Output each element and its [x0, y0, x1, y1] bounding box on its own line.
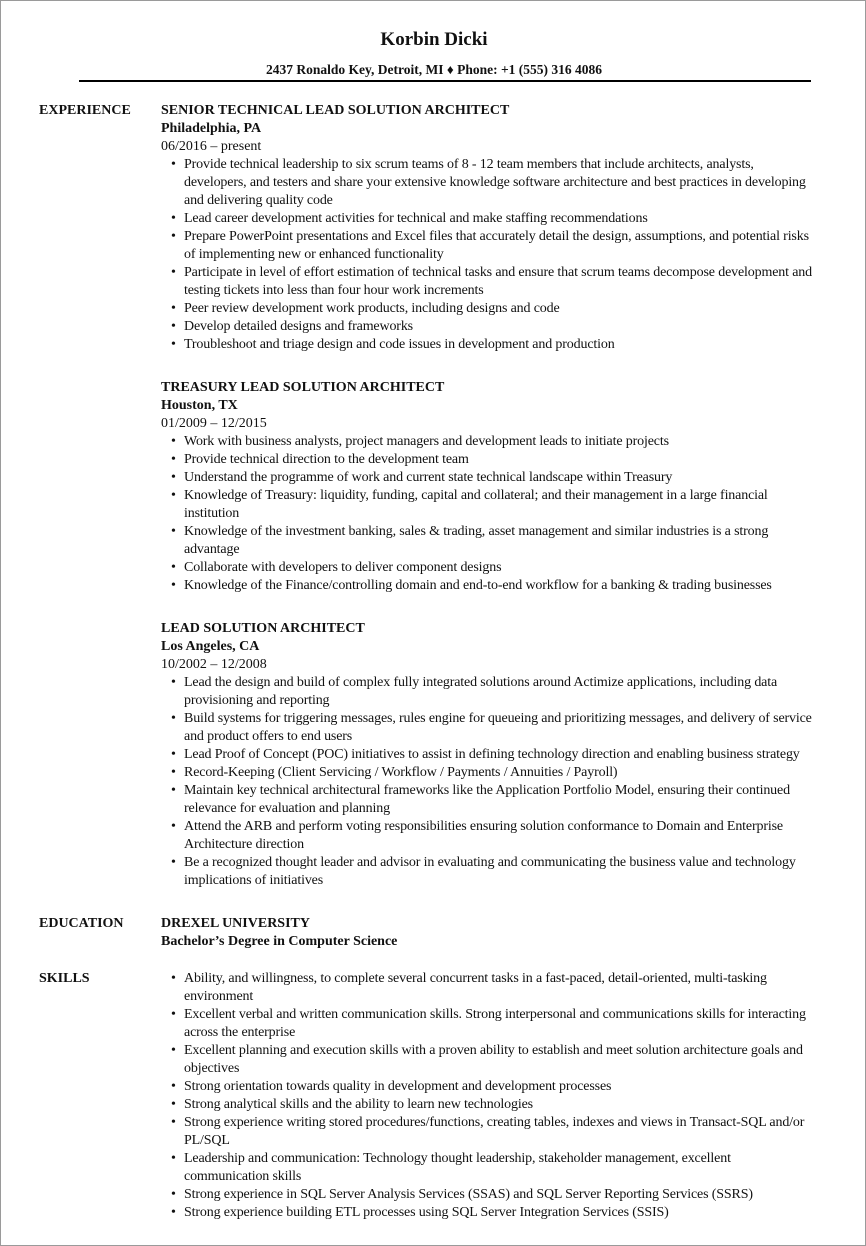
experience-section — [39, 102, 819, 915]
list-item: • Maintain key technical architectural frameworks like the Application Portfolio Model, ensuring their continued relevance for evaluation and planning — [184, 782, 819, 818]
job-entry — [161, 379, 819, 595]
list-item: • Lead career development activities for technical and make staffing recommendations — [184, 210, 819, 228]
job-dates: 01/2009 – 12/2015 — [161, 416, 267, 431]
candidate-name: Korbin Dicki — [380, 29, 488, 50]
list-item: • Troubleshoot and triage design and code issues in development and production — [184, 336, 819, 354]
list-item: • Knowledge of Treasury: liquidity, funding, capital and collateral; and their management in a large financial institution — [184, 487, 819, 523]
list-item: • Leadership and communication: Technology thought leadership, stakeholder management, excellent communication skills — [184, 1150, 819, 1186]
job-location: Philadelphia, PA — [161, 121, 262, 136]
list-item: • Strong experience in SQL Server Analysis Services (SSAS) and SQL Server Reporting Services (SSRS) — [184, 1186, 819, 1204]
job-dates: 10/2002 – 12/2008 — [161, 657, 267, 672]
job-location: Los Angeles, CA — [161, 639, 260, 654]
list-item: • Strong experience building ETL processes using SQL Server Integration Services (SSIS) — [184, 1204, 819, 1222]
jobs-list — [161, 102, 819, 915]
job-entry — [161, 620, 819, 890]
header-divider — [79, 80, 811, 82]
list-item: • Lead Proof of Concept (POC) initiatives to assist in defining technology direction and enabling business strategy — [184, 746, 819, 764]
list-item: • Record-Keeping (Client Servicing / Workflow / Payments / Annuities / Payroll) — [184, 764, 819, 782]
list-item: • Build systems for triggering messages, rules engine for queueing and prioritizing messages, and delivery of service and product offers to end users — [184, 710, 819, 746]
list-item: • Excellent planning and execution skills with a proven ability to establish and meet solution architecture goals and objectives — [184, 1042, 819, 1078]
list-item: • Be a recognized thought leader and advisor in evaluating and communicating the business value and technology implications of initiatives — [184, 854, 819, 890]
list-item: • Peer review development work products, including designs and code — [184, 300, 819, 318]
job-title: LEAD SOLUTION ARCHITECT — [161, 621, 365, 636]
list-item: • Ability, and willingness, to complete several concurrent tasks in a fast-paced, detail-oriented, multi-tasking environment — [184, 970, 819, 1006]
list-item: • Attend the ARB and perform voting responsibilities ensuring solution conformance to Domain and Enterprise Architecture direction — [184, 818, 819, 854]
job-entry — [161, 102, 819, 354]
list-item: • Understand the programme of work and current state technical landscape within Treasury — [184, 469, 819, 487]
list-item: • Participate in level of effort estimation of technical tasks and ensure that scrum teams decompose development and testing tickets into less than four hour work increments — [184, 264, 819, 300]
list-item: • Collaborate with developers to deliver component designs — [184, 559, 819, 577]
section-label-skills: SKILLS — [39, 971, 90, 986]
section-label-experience: EXPERIENCE — [39, 103, 131, 118]
job-title: TREASURY LEAD SOLUTION ARCHITECT — [161, 380, 445, 395]
job-bullets — [161, 433, 819, 595]
school-name: DREXEL UNIVERSITY — [161, 916, 310, 931]
job-location: Houston, TX — [161, 398, 238, 413]
skills-section — [39, 970, 819, 1222]
list-item: • Lead the design and build of complex fully integrated solutions around Actimize applications, including data provisioning and reporting — [184, 674, 819, 710]
list-item: • Strong experience writing stored procedures/functions, creating tables, indexes and views in Transact-SQL and/or PL/SQL — [184, 1114, 819, 1150]
education-section — [39, 915, 819, 951]
job-dates: 06/2016 – present — [161, 139, 262, 154]
list-item: • Strong orientation towards quality in development and development processes — [184, 1078, 819, 1096]
list-item: • Provide technical leadership to six scrum teams of 8 - 12 team members that include architects, analysts, developers, and testers and share your extensive knowledge software architecture and best practices in developing and delivering quality code — [184, 156, 819, 210]
list-item: • Knowledge of the Finance/controlling domain and end-to-end workflow for a banking & trading businesses — [184, 577, 819, 595]
list-item: • Develop detailed designs and frameworks — [184, 318, 819, 336]
skills-list — [161, 970, 819, 1222]
resume-content — [39, 102, 819, 1222]
list-item: • Provide technical direction to the development team — [184, 451, 819, 469]
job-title: SENIOR TECHNICAL LEAD SOLUTION ARCHITECT — [161, 103, 510, 118]
job-bullets — [161, 156, 819, 354]
contact-info: 2437 Ronaldo Key, Detroit, MI ♦ Phone: +1 (555) 316 4086 — [265, 62, 603, 77]
list-item: • Excellent verbal and written communication skills. Strong interpersonal and communications skills for interacting across the enterprise — [184, 1006, 819, 1042]
section-label-education: EDUCATION — [39, 916, 124, 931]
job-bullets — [161, 674, 819, 890]
list-item: • Prepare PowerPoint presentations and Excel files that accurately detail the design, assumptions, and potential risks of implementing new or enhanced functionality — [184, 228, 819, 264]
list-item: • Work with business analysts, project managers and development leads to initiate projects — [184, 433, 819, 451]
list-item: • Knowledge of the investment banking, sales & trading, asset management and similar industries is a strong advantage — [184, 523, 819, 559]
list-item: • Strong analytical skills and the ability to learn new technologies — [184, 1096, 819, 1114]
degree: Bachelor’s Degree in Computer Science — [161, 934, 398, 949]
